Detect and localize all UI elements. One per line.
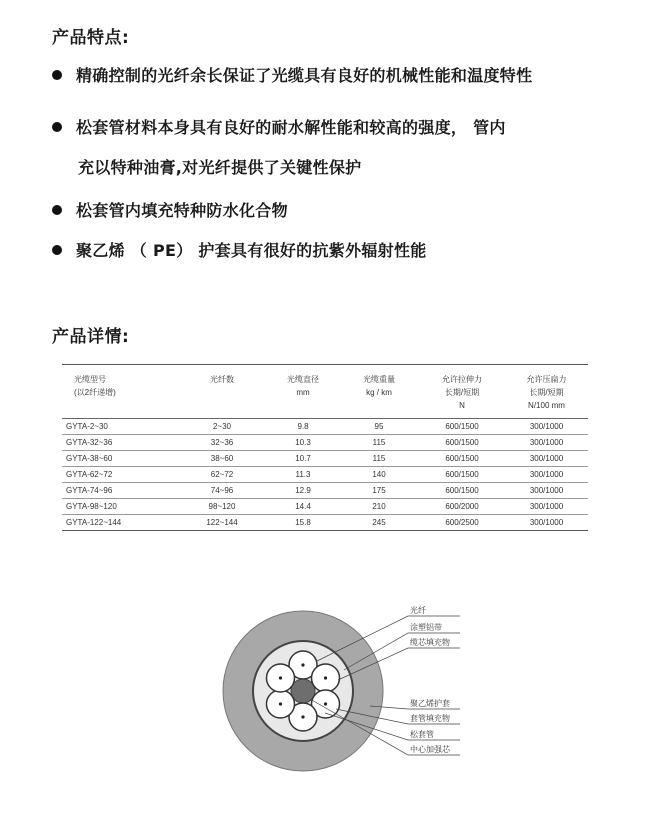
table-cell: 74~96 [177,483,267,499]
table-cell: 15.8 [267,515,339,531]
table-cell: 300/1000 [505,435,588,451]
table-header-cell [267,365,339,419]
table-cell: 600/1500 [419,435,505,451]
header-line: N [459,401,465,410]
table-cell: 115 [339,435,419,451]
table-cell: 300/1000 [505,515,588,531]
fiber-dot [279,702,282,705]
bullet-icon [52,245,62,255]
feature-text: 松套管内填充特种防水化合物 [76,201,288,220]
fiber-dot [301,663,304,666]
table-cell: 9.8 [267,419,339,435]
table-cell: 300/1000 [505,419,588,435]
fiber-dot [324,676,327,679]
table-cell: 600/2000 [419,499,505,515]
feature-text: 松套管材料本身具有良好的耐水解性能和较高的强度， 管内 [76,118,506,137]
table-row [62,483,588,499]
fiber-dot [279,676,282,679]
table-cell: 600/1500 [419,483,505,499]
component-label: 松套管 [410,730,434,739]
table-cell: 98~120 [177,499,267,515]
feature-text-continuation: 充以特种油膏,对光纤提供了关键性保护 [78,158,362,177]
table-cell: 300/1000 [505,499,588,515]
fiber-dot [301,715,304,718]
table-row [62,435,588,451]
table-header-cell [62,365,177,419]
header-line: 光缆重量 [363,375,395,384]
table-cell: GYTA-32~36 [62,435,177,451]
features-heading: 产品特点: [52,28,130,48]
table-cell: GYTA-122~144 [62,515,177,531]
feature-item [52,115,506,138]
component-label: 缆芯填充物 [410,638,450,647]
table-row [62,499,588,515]
bullet-icon [52,122,62,132]
component-label: 套管填充物 [410,714,450,723]
table-cell: 600/1500 [419,467,505,483]
bullet-icon [52,205,62,215]
table-cell: 600/2500 [419,515,505,531]
feature-text: 精确控制的光纤余长保证了光缆具有良好的机械性能和温度特性 [76,66,533,85]
table-cell: 2~30 [177,419,267,435]
table-cell: 300/1000 [505,451,588,467]
table-cell: 600/1500 [419,451,505,467]
table-cell: 300/1000 [505,483,588,499]
table-cell: 245 [339,515,419,531]
header-line: 光缆直径 [287,375,319,384]
cable-cross-section-diagram [220,598,470,780]
table-cell: GYTA-74~96 [62,483,177,499]
table-cell: 62~72 [177,467,267,483]
table-cell: 10.3 [267,435,339,451]
header-line: 允许拉伸力 [442,375,482,384]
bullet-icon [52,70,62,80]
table-header-row [62,365,588,419]
table-cell: 140 [339,467,419,483]
table-cell: GYTA-62~72 [62,467,177,483]
fiber-dot [324,702,327,705]
table-cell: GYTA-38~60 [62,451,177,467]
spec-table [62,364,588,531]
table-body [62,419,588,531]
table-cell: GYTA-98~120 [62,499,177,515]
table-header-cell [177,365,267,419]
header-line: 光纤数 [210,375,234,384]
header-line: 光缆型号 [74,375,106,384]
table-cell: 95 [339,419,419,435]
feature-item [52,63,532,86]
feature-item [52,238,427,261]
table-header-cell [505,365,588,419]
table-cell: 14.4 [267,499,339,515]
header-line: kg / km [366,388,392,397]
header-line: N/100 mm [528,401,565,410]
table-cell: 300/1000 [505,467,588,483]
table-cell: 12.9 [267,483,339,499]
header-line: mm [296,388,310,397]
table-cell: GYTA-2~30 [62,419,177,435]
table-cell: 175 [339,483,419,499]
table-row [62,467,588,483]
table-header-cell [339,365,419,419]
header-line: 长期/短期 [529,388,564,397]
header-line: 允许压扁力 [526,375,567,384]
table-row [62,419,588,435]
component-label: 涂塑铝带 [410,623,442,632]
table-cell: 210 [339,499,419,515]
table-header-cell [419,365,505,419]
header-line: 长期/短期 [444,388,480,397]
header-line: (以2纤递增) [74,388,116,397]
feature-text: 聚乙烯 （ PE） 护套具有很好的抗紫外辐射性能 [76,241,427,260]
table-cell: 38~60 [177,451,267,467]
table-cell: 11.3 [267,467,339,483]
details-heading: 产品详情: [52,327,130,347]
table-cell: 115 [339,451,419,467]
component-label: 聚乙烯护套 [410,699,450,708]
table-row [62,515,588,531]
table-cell: 32~36 [177,435,267,451]
component-label: 光纤 [410,606,426,615]
component-label: 中心加强芯 [410,745,450,754]
table-cell: 600/1500 [419,419,505,435]
feature-item [52,198,288,221]
table-cell: 10.7 [267,451,339,467]
table-row [62,451,588,467]
table-cell: 122~144 [177,515,267,531]
